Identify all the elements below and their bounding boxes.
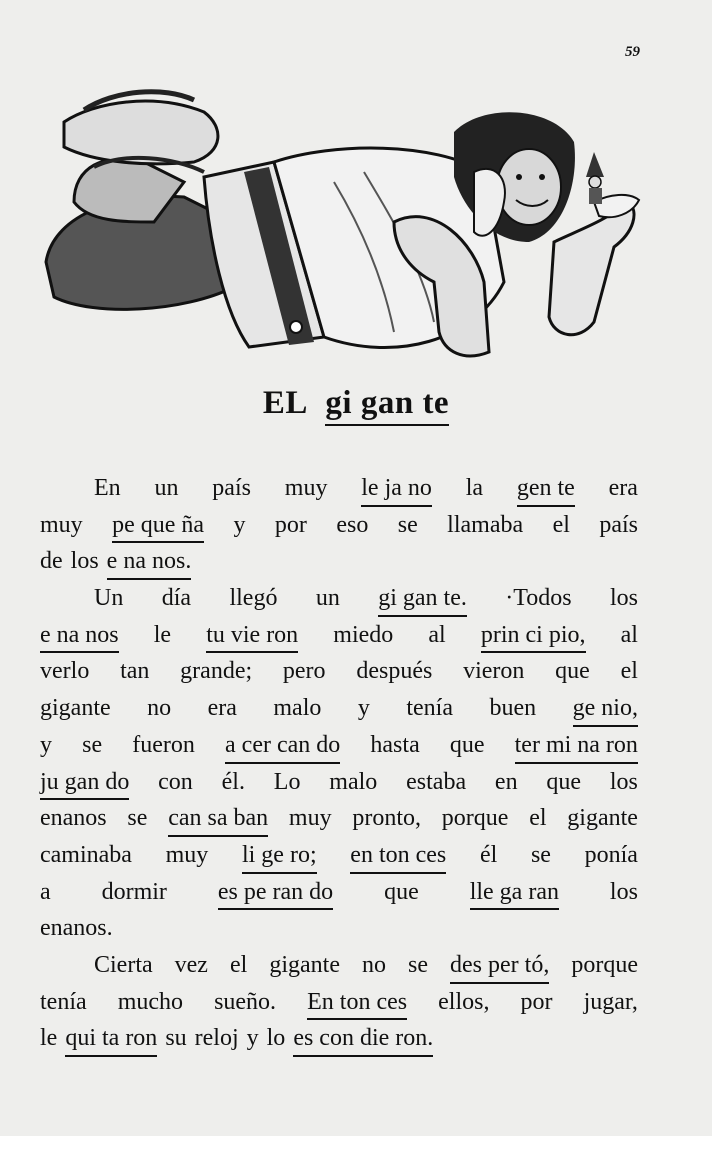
word: ellos, (438, 988, 490, 1015)
word: vieron (463, 658, 525, 685)
word: tenía (40, 988, 87, 1015)
underlined-word: ter mi na ron (515, 727, 638, 764)
word: la (465, 475, 484, 501)
word: gigante (567, 805, 638, 832)
word: malo (329, 768, 378, 795)
word: dormir (101, 878, 167, 905)
word: se (408, 951, 428, 978)
word: enanos (40, 805, 107, 832)
word: el (229, 951, 248, 978)
word: con (158, 768, 193, 795)
text-line (40, 874, 638, 911)
text-line (40, 800, 638, 837)
word: en (494, 768, 518, 795)
word: a (40, 878, 51, 905)
word: el (620, 658, 638, 685)
underlined-word: le ja no (361, 470, 432, 507)
underlined-word: li ge ro; (242, 837, 317, 874)
word: él (479, 841, 498, 868)
text-line (40, 653, 638, 690)
word: miedo (333, 621, 394, 648)
word: que (555, 658, 590, 685)
word: después (356, 658, 433, 685)
underlined-word: can sa ban (168, 800, 268, 837)
word: su (165, 1025, 187, 1052)
underlined-word: ge nio, (573, 690, 638, 727)
giant-lying-with-dwarf-illustration (34, 82, 654, 382)
word: gigante (40, 695, 111, 722)
underlined-word: des per tó, (450, 947, 549, 984)
word: y (246, 1025, 259, 1052)
word: Lo (273, 768, 301, 795)
text-line (40, 690, 638, 727)
word: grande; (180, 658, 253, 685)
word: no (147, 695, 172, 722)
underlined-word: a cer can do (225, 727, 340, 764)
word: caminaba (40, 841, 132, 868)
word: eso (336, 511, 369, 538)
word: muy (165, 841, 209, 868)
word: se (127, 805, 148, 832)
underlined-word: lle ga ran (470, 874, 559, 911)
word: pero (282, 658, 326, 685)
text-line (40, 1020, 638, 1057)
text-line (40, 727, 638, 764)
word: se (397, 511, 418, 538)
word: le (153, 621, 172, 648)
text-line (40, 543, 638, 580)
word: Un (94, 585, 124, 612)
word: él. (221, 768, 245, 795)
underlined-word: qui ta ron (65, 1020, 157, 1057)
underlined-word: gen te (517, 470, 575, 507)
word: ponía (584, 841, 638, 868)
word: un (315, 585, 340, 612)
word: muy (284, 475, 328, 501)
word: el (529, 805, 547, 832)
underlined-word: e na nos. (107, 543, 192, 580)
text-line (40, 617, 638, 654)
word: los (609, 585, 638, 612)
word: era (207, 695, 237, 722)
underlined-word: ju gan do (40, 764, 129, 801)
underlined-word: es con die ron. (293, 1020, 433, 1057)
word: al (620, 621, 638, 648)
title-article: EL (262, 385, 308, 421)
text-line (40, 580, 638, 617)
underlined-word: en ton ces (350, 837, 446, 874)
word: estaba (406, 768, 467, 795)
underlined-word: es pe ran do (218, 874, 333, 911)
underlined-word: gi gan te. (378, 580, 467, 617)
word: lo (266, 1025, 286, 1052)
underlined-word: pe que ña (112, 507, 204, 544)
word: día (161, 585, 192, 612)
word: le (40, 1025, 58, 1052)
word: llamaba (447, 511, 524, 538)
underlined-word: e na nos (40, 617, 119, 654)
word: los (609, 768, 638, 795)
word: que (384, 878, 419, 905)
word: y (40, 731, 52, 758)
word: de (40, 548, 63, 575)
word: pronto, (352, 805, 422, 832)
word: que (546, 768, 582, 795)
word: y (233, 511, 246, 538)
word: los (609, 878, 638, 905)
word: muy (288, 805, 332, 832)
word: por (274, 511, 307, 538)
word: país (599, 511, 638, 538)
word: gigante (269, 951, 340, 978)
word: por (520, 988, 553, 1015)
word: porque (441, 805, 509, 832)
underlined-word: En ton ces (307, 984, 407, 1021)
underlined-word: prin ci pio, (481, 617, 586, 654)
word: se (530, 841, 551, 868)
word: jugar, (583, 988, 638, 1015)
text-line (40, 910, 638, 947)
word: era (608, 475, 638, 501)
word: un (154, 475, 179, 501)
word: vez (174, 951, 208, 978)
title-word: gi gan te (325, 385, 449, 426)
word: enanos. (40, 915, 113, 942)
word: llegó (229, 585, 278, 612)
word: hasta (370, 731, 420, 758)
word: muy (40, 511, 83, 538)
word: ·Todos (505, 585, 572, 612)
text-line (40, 470, 638, 507)
story-title (0, 385, 712, 422)
story-text (40, 470, 638, 1057)
word: Cierta (94, 951, 153, 978)
word: buen (489, 695, 537, 722)
word: los (70, 548, 99, 575)
word: porque (571, 951, 638, 978)
word: En (94, 475, 121, 501)
word: y (357, 695, 370, 722)
text-line (40, 764, 638, 801)
word: país (212, 475, 251, 501)
word: reloj (194, 1025, 239, 1052)
text-line (40, 837, 638, 874)
text-line (40, 984, 638, 1021)
underlined-word: tu vie ron (206, 617, 298, 654)
word: malo (273, 695, 322, 722)
word: mucho (117, 988, 184, 1015)
word: sueño. (214, 988, 277, 1015)
word: no (361, 951, 386, 978)
text-line (40, 507, 638, 544)
word: fueron (132, 731, 195, 758)
word: verlo (40, 658, 90, 685)
word: que (449, 731, 485, 758)
word: al (428, 621, 446, 648)
word: tenía (406, 695, 453, 722)
text-line (40, 947, 638, 984)
page-number: 59 (625, 44, 640, 60)
word: tan (120, 658, 150, 685)
word: se (82, 731, 103, 758)
word: el (552, 511, 570, 538)
